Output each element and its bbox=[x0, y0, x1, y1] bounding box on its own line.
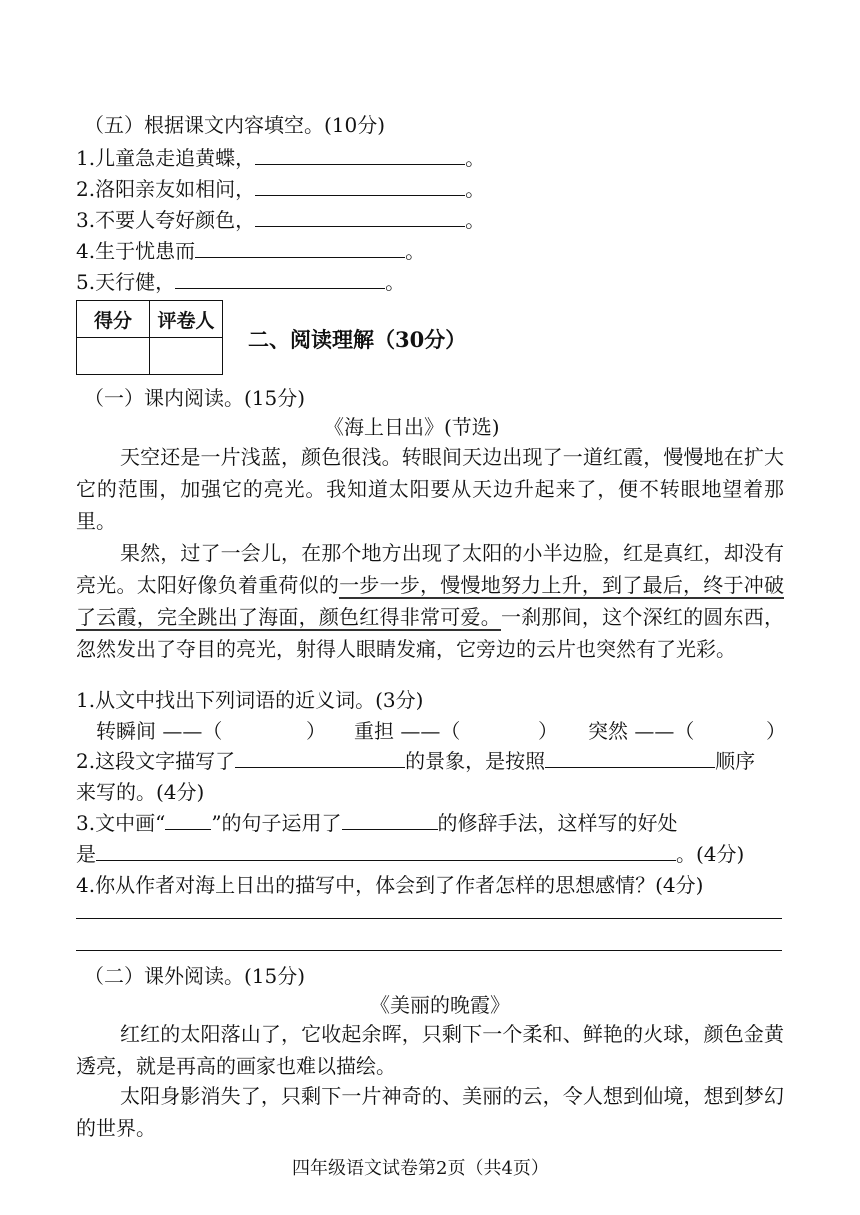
q3-part-a: 3.文中画“ bbox=[76, 811, 166, 835]
synonym-1-close: ） bbox=[306, 719, 326, 743]
q2-part-b: 的景象，是按照 bbox=[405, 749, 546, 773]
fill-item-3-prefix: 3.不要人夸好颜色， bbox=[76, 208, 256, 232]
answer-blank-3[interactable] bbox=[255, 208, 465, 227]
fill-item-3-suffix: 。 bbox=[465, 208, 486, 232]
synonym-2-label: 重担 ——（ bbox=[354, 719, 461, 743]
fill-item-2-prefix: 2.洛阳亲友如相问， bbox=[76, 177, 256, 201]
fill-item-4-prefix: 4.生于忧患而 bbox=[76, 239, 196, 263]
fill-item-2 bbox=[76, 176, 485, 202]
fill-item-5-suffix: 。 bbox=[385, 270, 406, 294]
question-2 bbox=[76, 748, 755, 774]
score-cell[interactable] bbox=[77, 338, 150, 375]
part2-title: 二、阅读理解（30分） bbox=[248, 327, 467, 352]
question-2-line2: 来写的。(4分) bbox=[76, 780, 205, 804]
fill-item-2-suffix: 。 bbox=[465, 177, 486, 201]
q3-part-c: 的修辞手法，这样写的好处 bbox=[437, 811, 678, 835]
q3-part-e: 。(4分) bbox=[676, 842, 745, 866]
answer-blank-2[interactable] bbox=[255, 177, 465, 196]
reading1-paragraph-2 bbox=[76, 537, 784, 665]
answer-blank-4[interactable] bbox=[195, 239, 405, 258]
synonym-1-label: 转瞬间 ——（ bbox=[96, 719, 223, 743]
question-1: 1.从文中找出下列词语的近义词。(3分) bbox=[76, 688, 424, 712]
q4-answer-line-2[interactable] bbox=[76, 950, 782, 951]
page-footer: 四年级语文试卷第2页（共4页） bbox=[292, 1158, 549, 1179]
q3-blank-2[interactable] bbox=[96, 842, 676, 861]
fill-item-1 bbox=[76, 145, 485, 171]
q2-part-a: 2.这段文字描写了 bbox=[76, 749, 236, 773]
reading1-paragraph-1: 天空还是一片浅蓝，颜色很浅。转眼间天边出现了一道红霞，慢慢地在扩大它的范围，加强它的亮光。我知道太阳要从天边升起来了，便不转眼地望着那里。 bbox=[76, 445, 784, 533]
answer-blank-1[interactable] bbox=[255, 146, 465, 165]
reading1-p2-after: 一刹那间，这个深红的圆东西，忽然发出了夺目的亮光，射得人眼睛发痛，它旁边的云片也突然有了光彩。 bbox=[76, 605, 785, 661]
synonym-3-close: ） bbox=[766, 719, 786, 743]
reading2-paragraph-2: 太阳身影消失了，只剩下一片神奇的、美丽的云，令人想到仙境，想到梦幻的世界。 bbox=[76, 1084, 784, 1140]
section5-title: （五）根据课文内容填空。(10分) bbox=[84, 113, 386, 137]
fill-item-1-prefix: 1.儿童急走追黄蝶， bbox=[76, 146, 256, 170]
fill-item-4-suffix: 。 bbox=[405, 239, 426, 263]
fill-item-5-prefix: 5.天行健， bbox=[76, 270, 176, 294]
grader-cell[interactable] bbox=[150, 338, 223, 375]
score-table bbox=[76, 300, 223, 375]
reading1-p2-before: 果然，过了一会儿，在那个地方出现了太阳的小半边脸，红是真红，却没有亮光。太阳好像负着重荷似的 bbox=[76, 541, 784, 597]
reading1-label: （一）课内阅读。(15分) bbox=[84, 386, 306, 410]
fill-item-1-suffix: 。 bbox=[465, 146, 486, 170]
underlined-sentence: 一步一步，慢慢地努力上升，到了最后，终于冲破了云霞，完全跳出了海面，颜色红得非常可爱。 bbox=[76, 573, 785, 629]
q2-blank-2[interactable] bbox=[545, 749, 715, 768]
reading2-title: 《美丽的晚霞》 bbox=[370, 993, 510, 1017]
reading2-paragraph-1: 红红的太阳落山了，它收起余晖，只剩下一个柔和、鲜艳的火球，颜色金黄透亮，就是再高的画家也难以描绘。 bbox=[76, 1022, 784, 1078]
q4-answer-line-1[interactable] bbox=[76, 918, 782, 919]
question-4: 4.你从作者对海上日出的描写中，体会到了作者怎样的思想感情？(4分) bbox=[76, 873, 704, 897]
answer-blank-5[interactable] bbox=[175, 270, 385, 289]
reading1-title: 《海上日出》(节选) bbox=[324, 415, 500, 439]
fill-item-4 bbox=[76, 238, 425, 264]
synonym-2-close: ） bbox=[538, 719, 558, 743]
grader-header: 评卷人 bbox=[150, 301, 223, 338]
question-3 bbox=[76, 810, 678, 836]
q3-part-b: ”的句子运用了 bbox=[211, 811, 342, 835]
question-3-line2 bbox=[76, 841, 744, 867]
score-header: 得分 bbox=[77, 301, 150, 338]
reading2-label: （二）课外阅读。(15分) bbox=[84, 964, 306, 988]
q2-part-c: 顺序 bbox=[715, 749, 756, 773]
fill-item-5 bbox=[76, 269, 405, 295]
q3-mark-sample bbox=[165, 811, 211, 830]
q3-part-d: 是 bbox=[76, 842, 96, 866]
synonym-3-label: 突然 ——（ bbox=[588, 719, 695, 743]
q2-blank-1[interactable] bbox=[235, 749, 405, 768]
q3-blank-1[interactable] bbox=[342, 811, 438, 830]
fill-item-3 bbox=[76, 207, 485, 233]
